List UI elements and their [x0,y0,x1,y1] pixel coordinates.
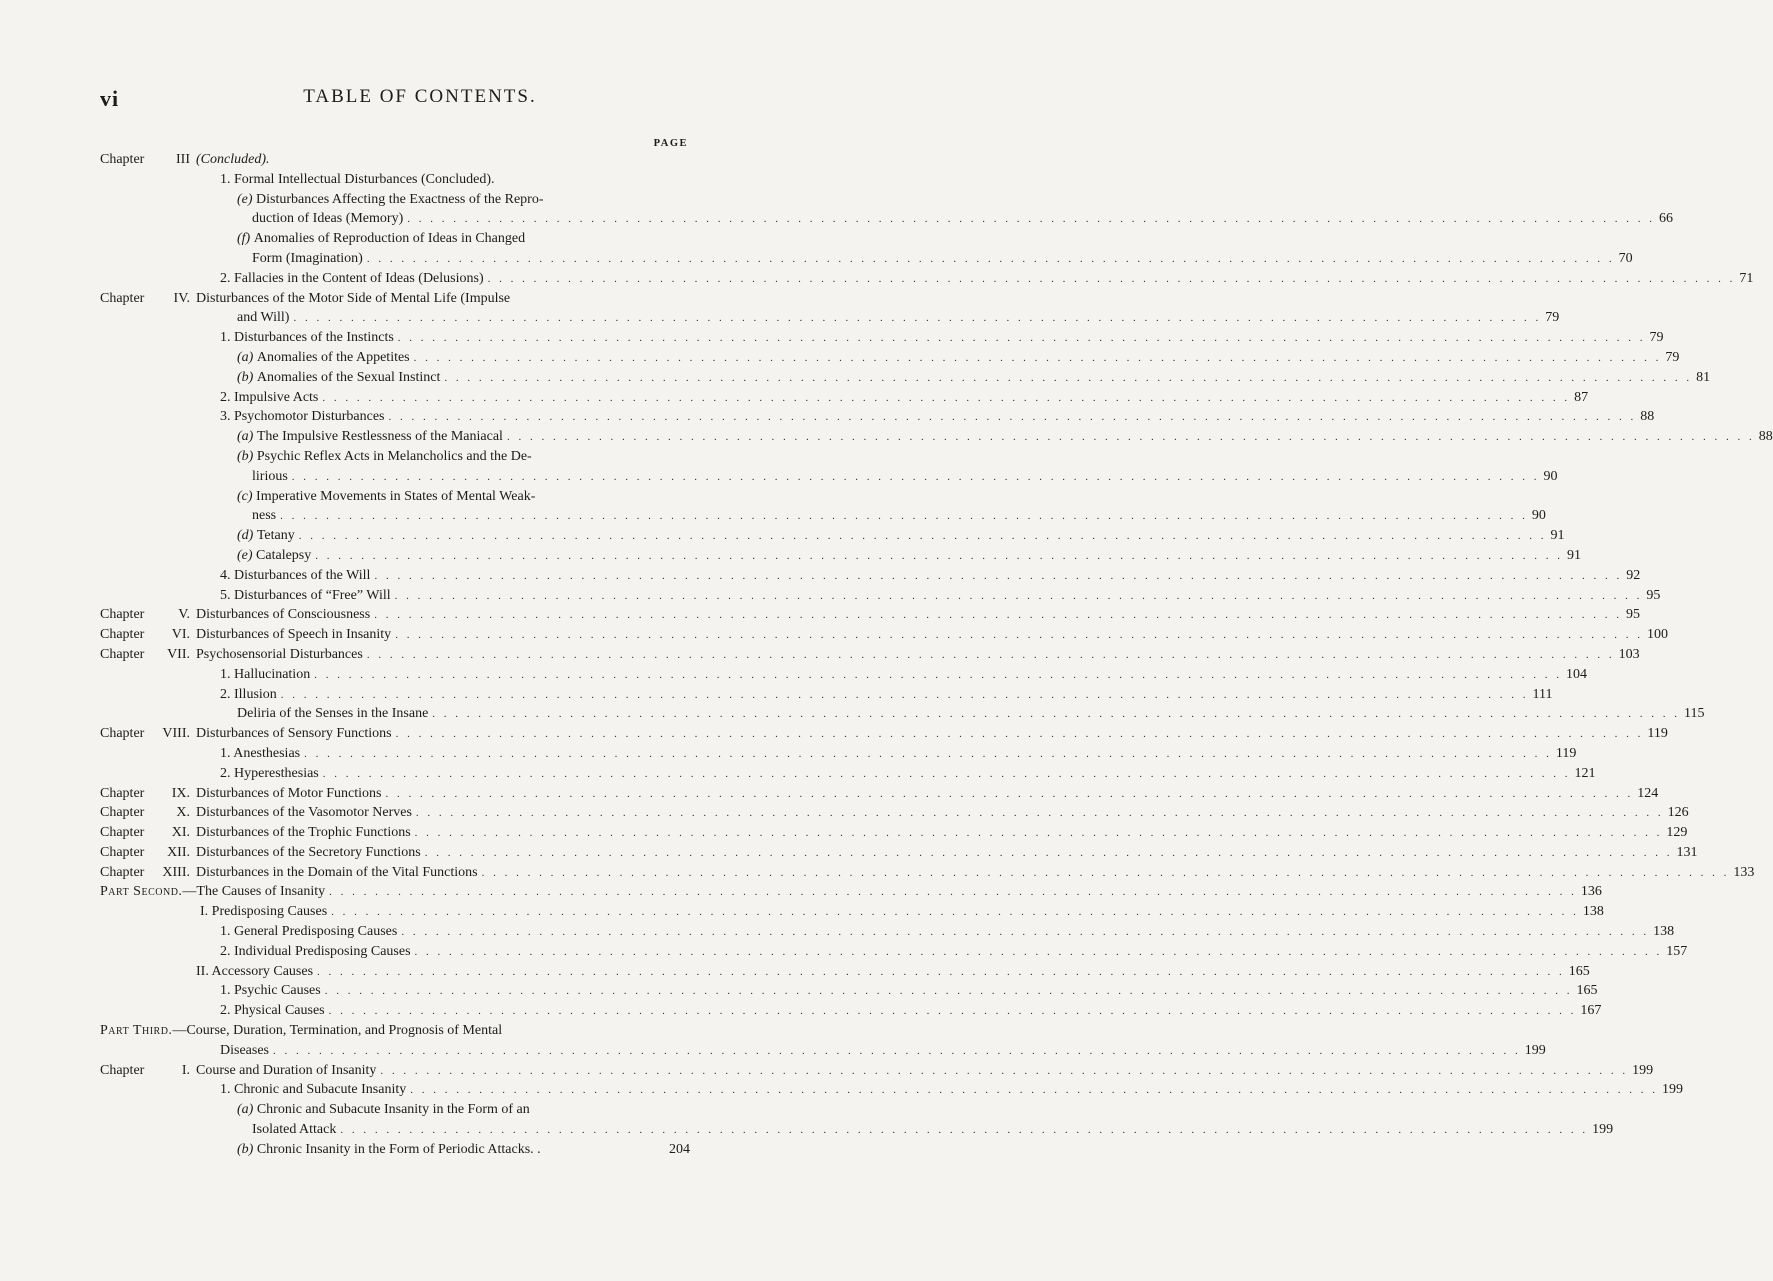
entry-page-number: 70 [1618,250,1633,266]
dot-leader [401,923,1649,943]
dot-leader [388,408,1636,428]
dot-leader [374,567,1622,587]
chapter-label [100,645,190,665]
subsection-letter: (b) [237,448,257,464]
toc-row [100,942,1688,962]
entry-page-number: 165 [1568,963,1590,979]
entry-page-number: 119 [1647,726,1668,742]
dot-leader [395,587,1643,607]
toc-entry [200,902,1604,923]
chapter-numeral: III [176,152,190,167]
toc-row [100,1100,690,1120]
entry-title: Psychosensorial Disturbances [196,646,363,662]
entry-title: (d) Tetany [237,528,295,544]
dot-leader [507,428,1755,448]
entry-title: 1. Hallucination [220,666,311,682]
toc-row [100,863,1755,883]
entry-title [196,150,660,170]
toc-entry [220,764,1596,785]
entry-page-number: 79 [1665,349,1680,365]
entry-page-number: 88 [1640,409,1655,425]
dot-leader [273,1042,1521,1062]
toc-entry [196,289,690,309]
entry-title: (c) Imperative Movements in States of Mental Weak- [237,488,536,504]
toc-entry [237,427,1773,448]
toc-row [100,605,1640,625]
entry-title: Disturbances of the Trophic Functions [196,825,411,841]
entry-title: Form (Imagination) [252,250,363,266]
entry-page-number: 90 [1531,508,1546,524]
toc-entry [237,546,1582,567]
chapter-numeral: IV. [173,290,190,306]
toc-entry [220,407,1655,428]
dot-leader [281,686,1529,706]
entry-title: 1. Formal Intellectual Disturbances (Concluded). [220,171,495,187]
entry-title: Disturbances in the Domain of the Vital Functions [196,864,478,880]
toc-row [100,427,1773,447]
chapter-word: Chapter [100,726,145,742]
toc-row [100,209,1673,229]
entry-title: Disturbances of Sensory Functions [196,726,392,742]
entry-page-number: 133 [1733,864,1755,880]
entry-title-italic: (Concluded). [196,152,270,167]
toc-entry [196,605,1640,626]
toc-row [100,467,1558,487]
entry-page-number: 157 [1666,943,1688,959]
toc-entry [196,724,1668,745]
toc-entry [252,506,1546,527]
dot-leader [367,250,1615,270]
toc-entry [220,1041,1546,1062]
toc-row [100,289,690,309]
chapter-word: Chapter [100,864,145,880]
toc-row [100,803,1689,823]
toc-row [100,506,1546,526]
entry-page-number: 104 [1565,666,1587,682]
entry-title: Disturbances of the Motor Side of Mental Life (Impulse [196,290,511,306]
toc-entry [237,1100,690,1120]
entry-page-number: 91 [1550,528,1565,544]
toc-entry [237,308,1560,329]
dot-leader [415,943,1663,963]
dot-leader [304,745,1552,765]
toc-row [100,407,1655,427]
toc-entry [196,150,690,170]
chapter-word: Chapter [100,152,145,167]
entry-page-number: 111 [1532,686,1553,702]
toc-entry [100,882,1602,903]
toc-row [100,922,1675,942]
dot-leader [314,666,1562,686]
subsection-letter: (c) [237,488,257,504]
dot-leader [410,1081,1658,1101]
entry-page-number: 165 [1576,983,1598,999]
entry-page-number: 79 [1545,310,1560,326]
entry-title: I. Predisposing Causes [200,904,328,920]
entry-page-number: 121 [1574,765,1596,781]
part-label: Part Second. [100,884,183,900]
entry-page-number: 199 [1524,1042,1546,1058]
toc-entry [196,645,1640,666]
toc-entry [220,665,1587,686]
chapter-numeral: V. [178,607,190,623]
entry-title: Diseases [220,1042,269,1058]
entry-title: (a) Anomalies of the Appetites [237,349,410,365]
toc-row [100,526,1565,546]
toc-entry [237,704,1705,725]
toc-row [100,784,1659,804]
toc-entry [220,170,690,190]
entry-page-number: 199 [1632,1062,1654,1078]
toc-entry [237,190,690,210]
toc-row [100,665,1587,685]
toc-entry [196,625,1668,646]
dot-leader [425,844,1673,864]
entry-title: Part Second.—The Causes of Insanity [100,884,326,900]
chapter-word: Chapter [100,607,145,623]
toc-row [100,1041,1546,1061]
running-head: TABLE OF CONTENTS. [303,86,537,107]
entry-page-number: 138 [1653,924,1675,940]
dot-leader [482,864,1730,884]
dot-leader [292,468,1540,488]
subsection-letter: (d) [237,528,257,544]
chapter-word: Chapter [100,627,145,643]
entry-page-number: 199 [1662,1082,1683,1098]
dot-leader [432,705,1680,725]
chapter-label [100,843,190,863]
entry-title: Disturbances of the Secretory Functions [196,844,421,860]
entry-title: ness [252,508,277,524]
entry-title: 5. Disturbances of “Free” Will [220,587,391,603]
entry-page-number: 100 [1646,627,1668,643]
entry-title: 2. Illusion [220,686,277,702]
toc-row [100,625,1668,645]
entry-page-number: 87 [1574,389,1589,405]
toc-entry [237,447,690,467]
entry-title: 1. Psychic Causes [220,983,321,999]
entry-title: Deliria of the Senses in the Insane [237,706,429,722]
chapter-label [100,625,190,645]
toc-row [100,1120,1614,1140]
toc-row [100,962,1590,982]
toc-row [100,566,1641,586]
entry-page-number: 103 [1618,646,1640,662]
dot-leader [331,903,1579,923]
dot-leader [414,349,1662,369]
chapter-word: Chapter [100,844,145,860]
toc-entry [220,942,1688,963]
entry-page-number: 91 [1567,547,1582,563]
toc-row [100,902,1604,922]
toc-entry [237,368,1711,389]
chapter-numeral: X. [176,805,190,821]
toc-entry [220,1080,1683,1101]
subsection-letter: (a) [237,429,257,445]
toc-row [100,704,1705,724]
toc-entry [196,823,1688,844]
entry-page-number: 129 [1666,825,1688,841]
entry-title: duction of Ideas (Memory) [252,211,404,227]
toc-row [100,308,1560,328]
chapter-numeral: XI. [171,825,190,841]
entry-title: Course and Duration of Insanity [196,1062,377,1078]
dot-leader [415,824,1663,844]
dot-leader [329,883,1577,903]
toc-row [100,843,1698,863]
toc-row [100,170,690,190]
entry-title: (b) Chronic Insanity in the Form of Periodic Attacks. . [237,1141,541,1157]
chapter-numeral: XII. [167,844,190,860]
toc-entry [196,784,1659,805]
entry-title: (a) The Impulsive Restlessness of the Maniacal [237,429,503,445]
toc-row [100,546,1582,566]
toc-entry [252,249,1633,270]
entry-title: 1. General Predisposing Causes [220,924,398,940]
toc-entry [196,843,1698,864]
chapter-word: Chapter [100,785,145,801]
dot-leader [293,309,1541,329]
dot-leader [407,210,1655,230]
subsection-letter: (e) [237,547,257,563]
entry-title: 2. Individual Predisposing Causes [220,943,411,959]
subsection-letter: (b) [237,1141,257,1157]
toc-entry [220,388,1589,409]
toc-row [100,981,1598,1001]
toc-entry [220,1001,1602,1022]
chapter-numeral: VI. [171,627,190,643]
chapter-numeral: VIII. [162,726,190,742]
toc-row [100,368,1711,388]
toc-entry [252,1120,1614,1141]
toc-entry [237,526,1565,547]
entry-page-number: 131 [1676,844,1698,860]
entry-page-number: 204 [669,1141,690,1157]
toc-row [100,348,1680,368]
part-label: Part Third. [100,1023,173,1039]
toc-entry [100,1021,690,1041]
page-column-label: PAGE [653,138,688,149]
chapter-label [100,784,190,804]
dot-leader [398,329,1646,349]
entry-page-number: 95 [1646,587,1661,603]
toc-entry [220,269,1754,290]
toc-entry [237,487,690,507]
chapter-word: Chapter [100,825,145,841]
entry-page-number: 119 [1555,745,1577,761]
entry-page-number: 81 [1696,369,1711,385]
entry-title: (b) Psychic Reflex Acts in Melancholics and the De- [237,448,532,464]
chapter-numeral: I. [181,1062,190,1078]
toc-entry [196,803,1689,824]
chapter-word: Chapter [100,1062,145,1078]
entry-page-number: 138 [1582,904,1604,920]
entry-page-number: 126 [1667,805,1689,821]
entry-title: (e) Catalepsy [237,547,312,563]
entry-page-number: 115 [1684,706,1705,722]
toc-row [100,1061,1654,1081]
toc-entry [196,863,1755,884]
toc-entry [196,1061,1654,1082]
entry-title: Disturbances of Speech in Insanity [196,627,392,643]
toc-row [100,1021,690,1041]
entry-title: Part Third.—Course, Duration, Termination, and Prognosis of Mental [100,1023,503,1039]
entry-page-number: 90 [1543,468,1558,484]
dot-leader [367,646,1615,666]
entry-page-number: 88 [1758,429,1773,445]
entry-page-number: 136 [1580,884,1602,900]
toc-entry [196,962,1590,983]
toc-row [100,249,1633,269]
toc-entry [252,467,1558,488]
toc-entry [220,685,1553,706]
dot-leader [329,1002,1577,1022]
chapter-label [100,803,190,823]
entry-title: Disturbances of the Vasomotor Nerves [196,805,412,821]
dot-leader [416,804,1664,824]
subsection-letter: (f) [237,231,254,247]
toc-entry [220,981,1598,1002]
entry-title: 4. Disturbances of the Will [220,567,371,583]
entry-page-number: 92 [1626,567,1641,583]
entry-title: 2. Fallacies in the Content of Ideas (Delusions) [220,270,484,286]
dot-leader [315,547,1563,567]
chapter-label [100,605,190,625]
toc-entry [237,229,690,249]
dot-leader [317,963,1565,983]
toc-entry [220,328,1664,349]
chapter-label [100,724,190,744]
toc-row [100,685,1553,705]
dot-leader [325,982,1573,1002]
dot-leader [280,507,1528,527]
toc-entry [220,586,1661,607]
entry-title: (b) Anomalies of the Sexual Instinct [237,369,441,385]
dot-leader [380,1062,1628,1082]
subsection-letter: (e) [237,191,257,207]
table-of-contents [100,150,1773,1160]
entry-page-number: 199 [1592,1122,1614,1138]
dot-leader [322,389,1570,409]
subsection-letter: (a) [237,1102,257,1118]
toc-row [100,823,1688,843]
entry-title: 1. Anesthesias [220,745,301,761]
toc-row [100,744,1577,764]
dot-leader [395,626,1643,646]
entry-page-number: 79 [1649,330,1664,346]
dot-leader [374,606,1622,626]
toc-row [100,1080,1683,1100]
entry-title: Disturbances of Consciousness [196,607,371,623]
chapter-label [100,1061,190,1081]
toc-row [100,487,690,507]
entry-title: Isolated Attack [252,1122,337,1138]
entry-title: lirious [252,468,288,484]
dot-leader [396,725,1644,745]
toc-entry [237,1140,690,1160]
toc-entry [237,348,1680,369]
toc-row [100,229,690,249]
toc-row [100,328,1664,348]
entry-page-number: 95 [1625,607,1640,623]
chapter-word: Chapter [100,646,145,662]
dot-leader [385,785,1633,805]
chapter-label [100,289,190,309]
chapter-word: Chapter [100,805,145,821]
entry-title: 3. Psychomotor Disturbances [220,409,385,425]
chapter-word: Chapter [100,290,145,306]
toc-row [100,190,690,210]
toc-entry [220,744,1577,765]
page-number: vi [100,86,120,111]
toc-row [100,1140,690,1160]
chapter-label [100,863,190,883]
dot-leader [299,527,1547,547]
entry-page-number: 66 [1658,211,1673,227]
toc-row [100,764,1596,784]
chapter-numeral: XIII. [162,864,190,880]
toc-row [100,1001,1602,1021]
toc-row [100,150,690,170]
entry-title: 1. Chronic and Subacute Insanity [220,1082,407,1098]
toc-row [100,724,1668,744]
toc-row [100,882,1602,902]
toc-row [100,269,1754,289]
chapter-label [100,823,190,843]
entry-title: (a) Chronic and Subacute Insanity in the Form of an [237,1102,530,1118]
chapter-numeral: VII. [167,646,190,662]
toc-row [100,586,1661,606]
dot-leader [444,369,1692,389]
dot-leader [323,765,1571,785]
entry-title: II. Accessory Causes [196,963,314,979]
toc-row [100,447,690,467]
toc-entry [252,209,1673,230]
subsection-letter: (a) [237,349,257,365]
entry-title: Disturbances of Motor Functions [196,785,382,801]
entry-title: 2. Hyperesthesias [220,765,319,781]
entry-title: (e) Disturbances Affecting the Exactness of the Repro- [237,191,544,207]
toc-row [100,645,1640,665]
dot-leader [488,270,1736,290]
chapter-numeral: IX. [171,785,190,801]
toc-entry [220,922,1675,943]
subsection-letter: (b) [237,369,257,385]
toc-entry [220,566,1641,587]
dot-leader [340,1121,1588,1141]
entry-title: and Will) [237,310,290,326]
entry-title: (f) Anomalies of Reproduction of Ideas in Changed [237,231,526,247]
entry-title: 2. Impulsive Acts [220,389,319,405]
entry-page-number: 71 [1739,270,1754,286]
entry-page-number: 124 [1637,785,1659,801]
toc-row [100,388,1589,408]
entry-title: 1. Disturbances of the Instincts [220,330,394,346]
entry-title: 2. Physical Causes [220,1003,325,1019]
chapter-label [100,150,190,170]
entry-page-number: 167 [1580,1003,1602,1019]
